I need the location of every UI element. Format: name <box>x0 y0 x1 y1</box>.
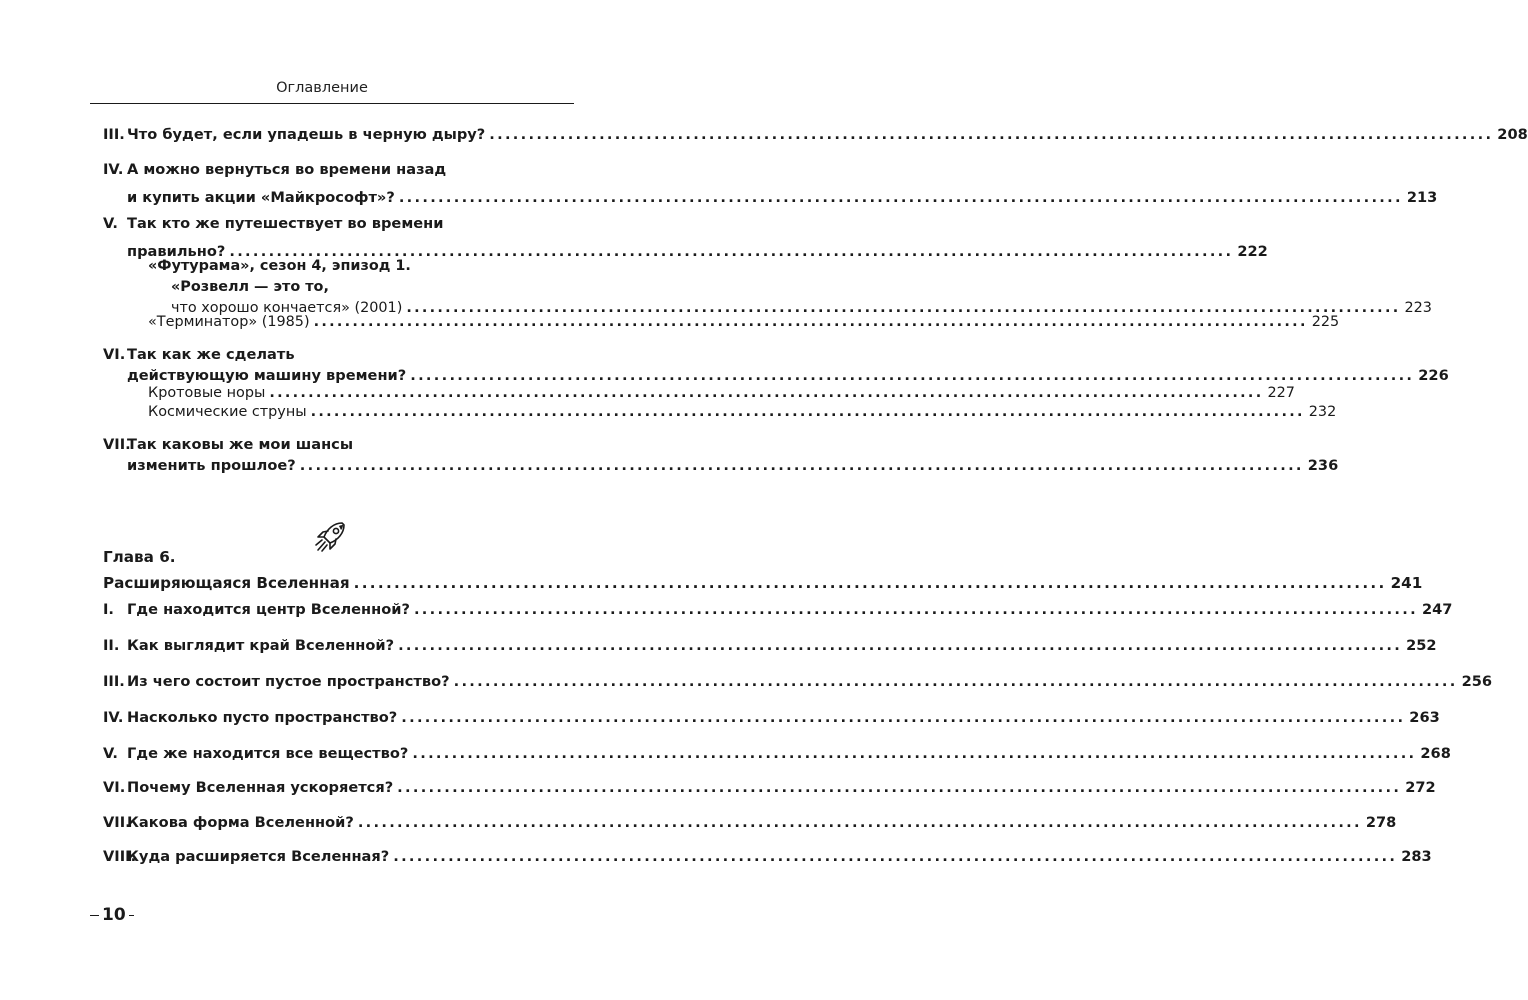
subentry-page: 227 <box>1267 385 1295 401</box>
dot-leader: ................................................................................................................................ <box>398 189 1403 206</box>
entry-page: 226 <box>1418 367 1449 384</box>
entry-number: II. <box>103 637 120 654</box>
entry-title: Так кто же путешествует во времени <box>127 215 444 232</box>
entry-number: VI. <box>103 346 126 363</box>
toc-entry-iv[interactable] <box>103 159 1438 208</box>
dot-leader: ................................................................................................................................ <box>299 457 1304 474</box>
entry-number: IV. <box>103 161 124 178</box>
dot-leader: ................................................................................................................................ <box>453 673 1458 690</box>
subentry-title: «Футурама», сезон 4, эпизод 1. <box>148 258 411 274</box>
entry-title-cont: изменить прошлое? <box>127 457 296 474</box>
toc-entry-v[interactable] <box>103 213 1268 262</box>
dot-leader: ................................................................................................................................ <box>313 314 1308 330</box>
subentry-title: «Терминатор» (1985) <box>148 314 310 330</box>
toc-subentry-terminator[interactable] <box>103 312 1340 333</box>
toc-entry-vii[interactable] <box>103 434 1339 476</box>
toc-ch6-entry-i[interactable] <box>103 599 1453 620</box>
subentry-page: 223 <box>1404 300 1432 316</box>
entry-title: А можно вернуться во времени назад <box>127 161 447 178</box>
entry-page: 272 <box>1405 779 1436 796</box>
entry-title-cont: правильно? <box>127 243 226 260</box>
page-number <box>99 905 129 925</box>
dot-leader: ................................................................................................................................ <box>410 367 1415 384</box>
entry-page: 208 <box>1497 126 1528 143</box>
dot-leader: ................................................................................................................................ <box>406 300 1401 316</box>
entry-number: VIII. <box>103 848 137 865</box>
subentry-page: 232 <box>1308 404 1337 420</box>
dot-leader: ................................................................................................................................ <box>353 574 1387 592</box>
chapter-title: Расширяющаяся Вселенная <box>103 574 350 592</box>
dot-leader: ................................................................................................................................ <box>401 709 1406 726</box>
entry-title: Куда расширяется Вселенная? <box>127 848 390 865</box>
entry-number: VII. <box>103 814 131 831</box>
chapter-heading[interactable] <box>103 546 1423 594</box>
dot-leader: ................................................................................................................................ <box>397 779 1402 796</box>
entry-title: Так каковы же мои шансы <box>127 436 354 453</box>
entry-title-cont: действующую машину времени? <box>127 367 407 384</box>
subentry-title-cont: «Розвелл — это то, <box>171 279 329 295</box>
entry-number: V. <box>103 745 118 762</box>
dot-leader: ................................................................................................................................ <box>229 243 1234 260</box>
toc-ch6-entry-iii[interactable] <box>103 671 1493 692</box>
toc-subentry-futurama[interactable] <box>103 256 1432 319</box>
dot-leader: ................................................................................................................................ <box>393 848 1398 865</box>
chapter-label: Глава 6. <box>103 548 176 566</box>
entry-number: III. <box>103 126 125 143</box>
entry-title: Почему Вселенная ускоряется? <box>127 779 394 796</box>
entry-page: 236 <box>1307 457 1339 474</box>
entry-title-cont: и купить акции «Майкрософт»? <box>127 189 395 206</box>
entry-page: 268 <box>1420 745 1451 762</box>
subentry-title: Кротовые норы <box>148 385 266 401</box>
toc-ch6-entry-iv[interactable] <box>103 707 1440 728</box>
toc-subentry-wormholes[interactable] <box>103 383 1295 404</box>
header-rule <box>90 103 574 104</box>
entry-number: I. <box>103 601 114 618</box>
subentry-page: 225 <box>1311 314 1340 330</box>
entry-number: III. <box>103 673 125 690</box>
entry-page: 283 <box>1401 848 1432 865</box>
entry-number: VII. <box>103 436 131 453</box>
dot-leader: ................................................................................................................................ <box>310 404 1305 420</box>
entry-page: 247 <box>1421 601 1453 618</box>
running-header: Оглавление <box>276 80 368 96</box>
entry-page: 213 <box>1406 189 1438 206</box>
entry-title: Так как же сделать <box>127 346 295 363</box>
dot-leader: ................................................................................................................................ <box>398 637 1403 654</box>
entry-page: 222 <box>1237 243 1268 260</box>
entry-title: Как выглядит край Вселенной? <box>127 637 395 654</box>
entry-number: V. <box>103 215 118 232</box>
dot-leader: ................................................................................................................................ <box>489 126 1494 143</box>
entry-page: 278 <box>1365 814 1397 831</box>
subentry-title: Космические струны <box>148 404 307 420</box>
dot-leader: ................................................................................................................................ <box>269 385 1264 401</box>
toc-entry-iii[interactable] <box>103 124 1528 145</box>
chapter-page: 241 <box>1390 574 1423 592</box>
dot-leader: ................................................................................................................................ <box>412 745 1417 762</box>
toc-ch6-entry-vii[interactable] <box>103 812 1397 833</box>
dot-leader: ................................................................................................................................ <box>357 814 1362 831</box>
toc-ch6-entry-ii[interactable] <box>103 635 1437 656</box>
entry-title: Где находится центр Вселенной? <box>127 601 410 618</box>
subentry-title-cont: что хорошо кончается» (2001) <box>171 300 403 316</box>
entry-title: Из чего состоит пустое пространство? <box>127 673 450 690</box>
entry-page: 263 <box>1409 709 1440 726</box>
toc-subentry-strings[interactable] <box>103 402 1337 423</box>
toc-ch6-entry-viii[interactable] <box>103 846 1432 867</box>
entry-title: Какова форма Вселенной? <box>127 814 354 831</box>
page-number-text: 10 <box>99 905 129 925</box>
entry-page: 252 <box>1406 637 1437 654</box>
entry-title: Где же находится все вещество? <box>127 745 409 762</box>
entry-title: Насколько пусто пространство? <box>127 709 398 726</box>
toc-ch6-entry-v[interactable] <box>103 743 1451 764</box>
entry-number: VI. <box>103 779 126 796</box>
toc-entry-vi[interactable] <box>103 344 1449 386</box>
entry-title: Что будет, если упадешь в черную дыру? <box>127 126 486 143</box>
entry-number: IV. <box>103 709 124 726</box>
entry-page: 256 <box>1461 673 1493 690</box>
toc-ch6-entry-vi[interactable] <box>103 777 1436 798</box>
dot-leader: ................................................................................................................................ <box>413 601 1418 618</box>
